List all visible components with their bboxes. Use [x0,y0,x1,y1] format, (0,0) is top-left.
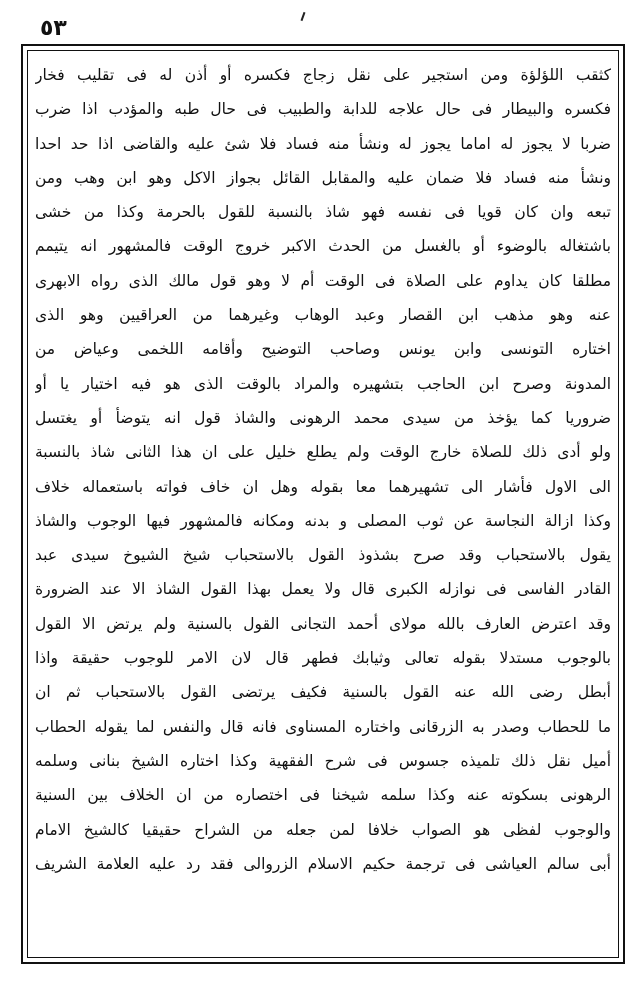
text-line: كثقب اللؤلؤة ومن استجير على نقل زجاج فكسره أو أذن له فى تقليب فخار [35,66,611,84]
text-line: الى الاول فأشار الى تشهيرهما معا بقوله وهل ان خاف فواته باستعماله خلاف [35,477,611,496]
text-line: اختاره التونسى وابن يونس وصاحب التوضيح وأقامه اللخمى وعياض من [35,340,611,359]
text-line: المدونة وصرح ابن الحاجب بتشهيره والمراد بالوقت الذى هو فيه اختيار يا أو [35,374,611,393]
text-line: ولو أدى ذلك للصلاة خارج الوقت ولم يطلع خليل على ان هذا الثانى شاذ بالنسبة [35,443,611,462]
text-line: بالوجوب مستدلا بقوله تعالى وثيابك فطهر قال لان الامر للوجوب حقيقة واذا [35,649,611,668]
text-line: أبى سالم العياشى فى ترجمة حكيم الاسلام الزروالى فقد رد عليه العلامة الشريف [35,854,611,873]
text-line: يقول بالاستحباب وقد صرح بشذوذ القول بالاستحباب شيخ الشيوخ سيدى عبد [35,546,611,565]
text-line: القادر الفاسى فى نوازله الكبرى قال ولا يعمل بهذا القول الشاذ الا عند الضرورة [35,580,611,599]
stray-mark [301,12,306,21]
text-line: باشتغاله بالوضوء أو بالغسل من الحدث الاكبر خروج الوقت فالمشهور انه يتيمم [35,237,611,256]
text-line: مطلقا كان يداوم على الصلاة فى الوقت أم لا وهو قول مالك الذى رواه الابهرى [35,271,611,290]
text-line: فكسره والبيطار فى حال علاجه للدابة والطبيب فى حال طبه والمؤدب اذا ضرب [35,100,611,119]
text-line: عنه وهو مذهب ابن القصار وعبد الوهاب وغيرهما من العراقيين وهو الذى [35,306,611,325]
text-line: الرهونى بسكوته عنه وكذا سلمه شيخنا فى اختصاره من ان الخلاف بين السنية [35,786,611,805]
main-text-block [35,58,611,954]
text-line: وكذا ازالة النجاسة عن ثوب المصلى و بدنه ومكانه فالمشهور فيها الوجوب والشاذ [35,511,611,530]
text-line: أبطل رضى الله عنه القول بالسنية فكيف يرتضى القول بالاستحباب ثم ان [35,683,611,702]
text-line: تبعه وان كان قويا فى نفسه فهو شاذ بالنسبة للقول بالحرمة وكذا من خشى [35,203,611,222]
text-line: ونشأ منه فساد فلا ضمان عليه والمقابل القائل بجواز الاكل وهو ابن وهب ومن [35,168,611,187]
text-line: ضروريا كما يؤخذ من سيدى محمد الرهونى والشاذ قول انه يتوضأ أو يغتسل [35,408,611,427]
text-line: والوجوب لفظى هو الصواب خلافا لمن جعله من الشراح حقيقيا كالشيخ الامام [35,820,611,839]
page-number: ٥٣ [40,16,67,41]
text-line: وقد اعترض العارف بالله مولاى أحمد التجانى القول بالسنية ولم يرتض الا القول [35,614,611,633]
text-line: ضربا لا يجوز له اماما يجوز له ونشأ منه فساد فلا شئ عليه والقاضى اذا حد احدا [35,134,611,153]
text-line: أميل نقل ذلك تلميذه جسوس فى شرح الفقهية وكذا اختاره الشيخ بنانى وسلمه [35,751,611,770]
text-line: ما للحطاب وصدر به الزرقانى واختاره المسناوى فانه قال والنفس لما يقوله الحطاب [35,717,611,736]
